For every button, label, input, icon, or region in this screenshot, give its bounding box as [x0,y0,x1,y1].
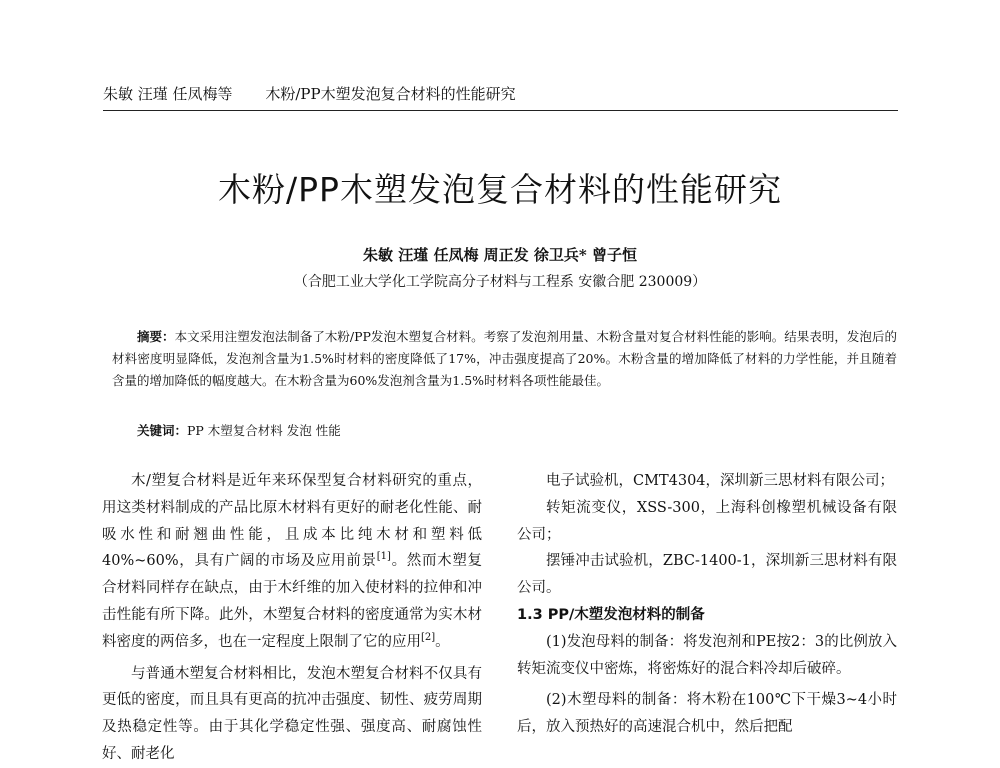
intro-paragraph-1-part-a: 木/塑复合材料是近年来环保型复合材料研究的重点，用这类材料制成的产品比原木材料有更好的耐老化性能、耐吸水性和耐翘曲性能，且成本比纯木材和塑料低40%~60%，具有广阔的市场及应用前景 [102,473,482,570]
running-header-title: 木粉/PP木塑发泡复合材料的性能研究 [265,85,516,103]
section-heading-1-3: 1.3 PP/木塑发泡材料的制备 [517,606,705,623]
running-header-authors: 朱敏 汪瑾 任凤梅等 [103,85,233,103]
method-paragraph-1: (1)发泡母料的制备：将发泡剂和PE按2：3的比例放入转矩流变仪中密炼，将密炼好的混合料冷却后破碎。 [517,633,897,677]
intro-paragraph-1-part-c: 。 [435,633,450,650]
author-list: 朱敏 汪瑾 任凤梅 周正发 徐卫兵* 曾子恒 [363,246,637,264]
citation-2: [2] [421,631,436,643]
paper-title: 木粉/PP木塑发泡复合材料的性能研究 [218,170,782,209]
keywords [112,420,897,442]
running-header [103,84,898,111]
citation-1: [1] [376,551,391,563]
equipment-item-1: 电子试验机，CMT4304，深圳新三思材料有限公司； [546,473,895,489]
affiliation: （合肥工业大学化工学院高分子材料与工程系 安徽合肥 230009） [293,274,707,290]
abstract-text: 本文采用注塑发泡法制备了木粉/PP发泡木塑复合材料。考察了发泡剂用量、木粉含量对复合材料性能的影响。结果表明，发泡后的材料密度明显降低，发泡剂含量为1.5%时材料的密度降低了17%，冲击强度提高了20%。木粉含量的增加降低了材料的力学性能，并且随着含量的增加降低的幅度越大。在木粉含量为60%发泡剂含量为1.5%时材料各项性能最佳。 [112,329,897,388]
keywords-text: PP 木塑复合材料 发泡 性能 [187,423,341,438]
intro-paragraph-1-part-b: 。然而木塑复合材料同样存在缺点，由于木纤维的加入使材料的拉伸和冲击性能有所下降。此外，木塑复合材料的密度通常为实木材料密度的两倍多，也在一定程度上限制了它的应用 [102,553,483,650]
keywords-label: 关键词： [137,423,188,438]
intro-paragraph-2: 与普通木塑复合材料相比，发泡木塑复合材料不仅具有更低的密度，而且具有更高的抗冲击强度、韧性、疲劳周期及热稳定性等。由于其化学稳定性强、强度高、耐腐蚀性好、耐老化 [102,665,482,762]
intro-paragraph-1 [102,468,482,656]
abstract-label: 摘要： [137,329,175,344]
left-column [102,468,482,768]
method-paragraph-2: (2)木塑母料的制备：将木粉在100℃下干燥3~4小时后，放入预热好的高速混合机中，然后把配 [517,692,897,736]
right-column [517,468,897,741]
equipment-item-2: 转矩流变仪，XSS-300，上海科创橡塑机械设备有限公司； [517,499,897,543]
equipment-item-3: 摆锤冲击试验机，ZBC-1400-1，深圳新三思材料有限公司。 [517,553,897,597]
abstract [112,326,897,392]
